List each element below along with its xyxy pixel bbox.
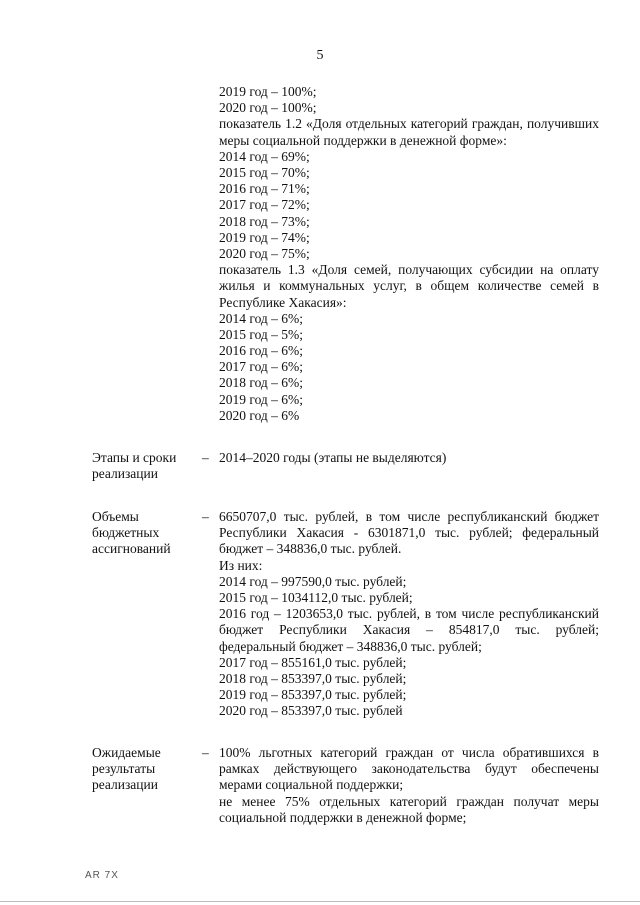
indicator-1-2-year: 2015 год – 70%;: [219, 164, 310, 180]
indicator-1-2-year: 2020 год – 75%;: [219, 245, 310, 261]
page-number: 5: [316, 48, 324, 63]
indicator-1-2-year: 2016 год – 71%;: [219, 181, 310, 197]
indicators-block: [219, 84, 599, 424]
indicator-1-2-year: 2014 год – 69%;: [219, 148, 310, 164]
stages-label: Этапы и сроки реализации: [92, 450, 177, 482]
indicator-1-1-2020: 2020 год – 100%;: [219, 100, 317, 116]
funding-year-2018: 2018 год – 853397,0 тыс. рублей;: [219, 670, 407, 686]
funding-year-2017: 2017 год – 855161,0 тыс. рублей;: [219, 654, 407, 670]
indicator-1-2-title: показатель 1.2 «Доля отдельных категорий граждан, получивших меры социальной поддержки в денежной форме»:: [219, 116, 599, 148]
indicator-1-2-year: 2018 год – 73%;: [219, 213, 310, 229]
funding-year-2014: 2014 год – 997590,0 тыс. рублей;: [219, 573, 407, 589]
indicator-1-3-year: 2016 год – 6%;: [219, 343, 304, 359]
funding-year-2015: 2015 год – 1034112,0 тыс. рублей;: [219, 589, 413, 605]
results-value-block: [219, 745, 599, 826]
funding-value-block: [219, 509, 599, 720]
indicator-1-1-2019: 2019 год – 100%;: [219, 84, 317, 99]
indicator-1-2-year: 2019 год – 74%;: [219, 229, 310, 245]
indicator-1-3-year: 2020 год – 6%: [219, 407, 300, 423]
indicator-1-3-year: 2017 год – 6%;: [219, 359, 304, 375]
indicator-1-3-title: показатель 1.3 «Доля семей, получающих субсидии на оплату жилья и коммунальных услуг, в общем количестве семей в Республике Хакасия»:: [219, 262, 599, 310]
funding-year-2020: 2020 год – 853397,0 тыс. рублей: [219, 703, 403, 719]
indicator-1-3-year: 2018 год – 6%;: [219, 375, 304, 391]
indicator-1-3-year: 2015 год – 5%;: [219, 326, 304, 342]
funding-of-them: Из них:: [219, 557, 263, 573]
results-dash: –: [202, 745, 209, 760]
funding-dash: –: [202, 509, 209, 524]
funding-year-2016: 2016 год – 1203653,0 тыс. рублей, в том числе республиканский бюджет Республики Хакасия – 854817,0 тыс. рублей; федеральный бюджет – 348836,0 тыс. рублей;: [219, 606, 599, 654]
results-item-2: не менее 75% отдельных категорий граждан получат меры социальной поддержки в денежной форме;: [219, 793, 599, 825]
results-item-1: 100% льготных категорий граждан от числа обратившихся в рамках действующего законодательства будут обеспечены мерами социальной поддержки;: [219, 745, 599, 793]
indicator-1-3-year: 2014 год – 6%;: [219, 310, 304, 326]
footer-mark: AR 7X: [85, 870, 119, 881]
funding-intro: 6650707,0 тыс. рублей, в том числе республиканский бюджет Республики Хакасия - 6301871,0 тыс. рублей; федеральный бюджет – 348836,0 тыс. рублей.: [219, 509, 599, 557]
funding-year-2019: 2019 год – 853397,0 тыс. рублей;: [219, 687, 407, 703]
stages-value-block: [219, 450, 599, 466]
indicator-1-3-year: 2019 год – 6%;: [219, 391, 304, 407]
stages-value: 2014–2020 годы (этапы не выделяются): [219, 450, 447, 465]
stages-dash: –: [202, 450, 209, 465]
funding-label: Объемы бюджетных ассигнований: [92, 509, 171, 557]
results-label: Ожидаемые результаты реализации: [92, 745, 161, 793]
bottom-rule: [0, 901, 640, 902]
indicator-1-2-year: 2017 год – 72%;: [219, 197, 310, 213]
